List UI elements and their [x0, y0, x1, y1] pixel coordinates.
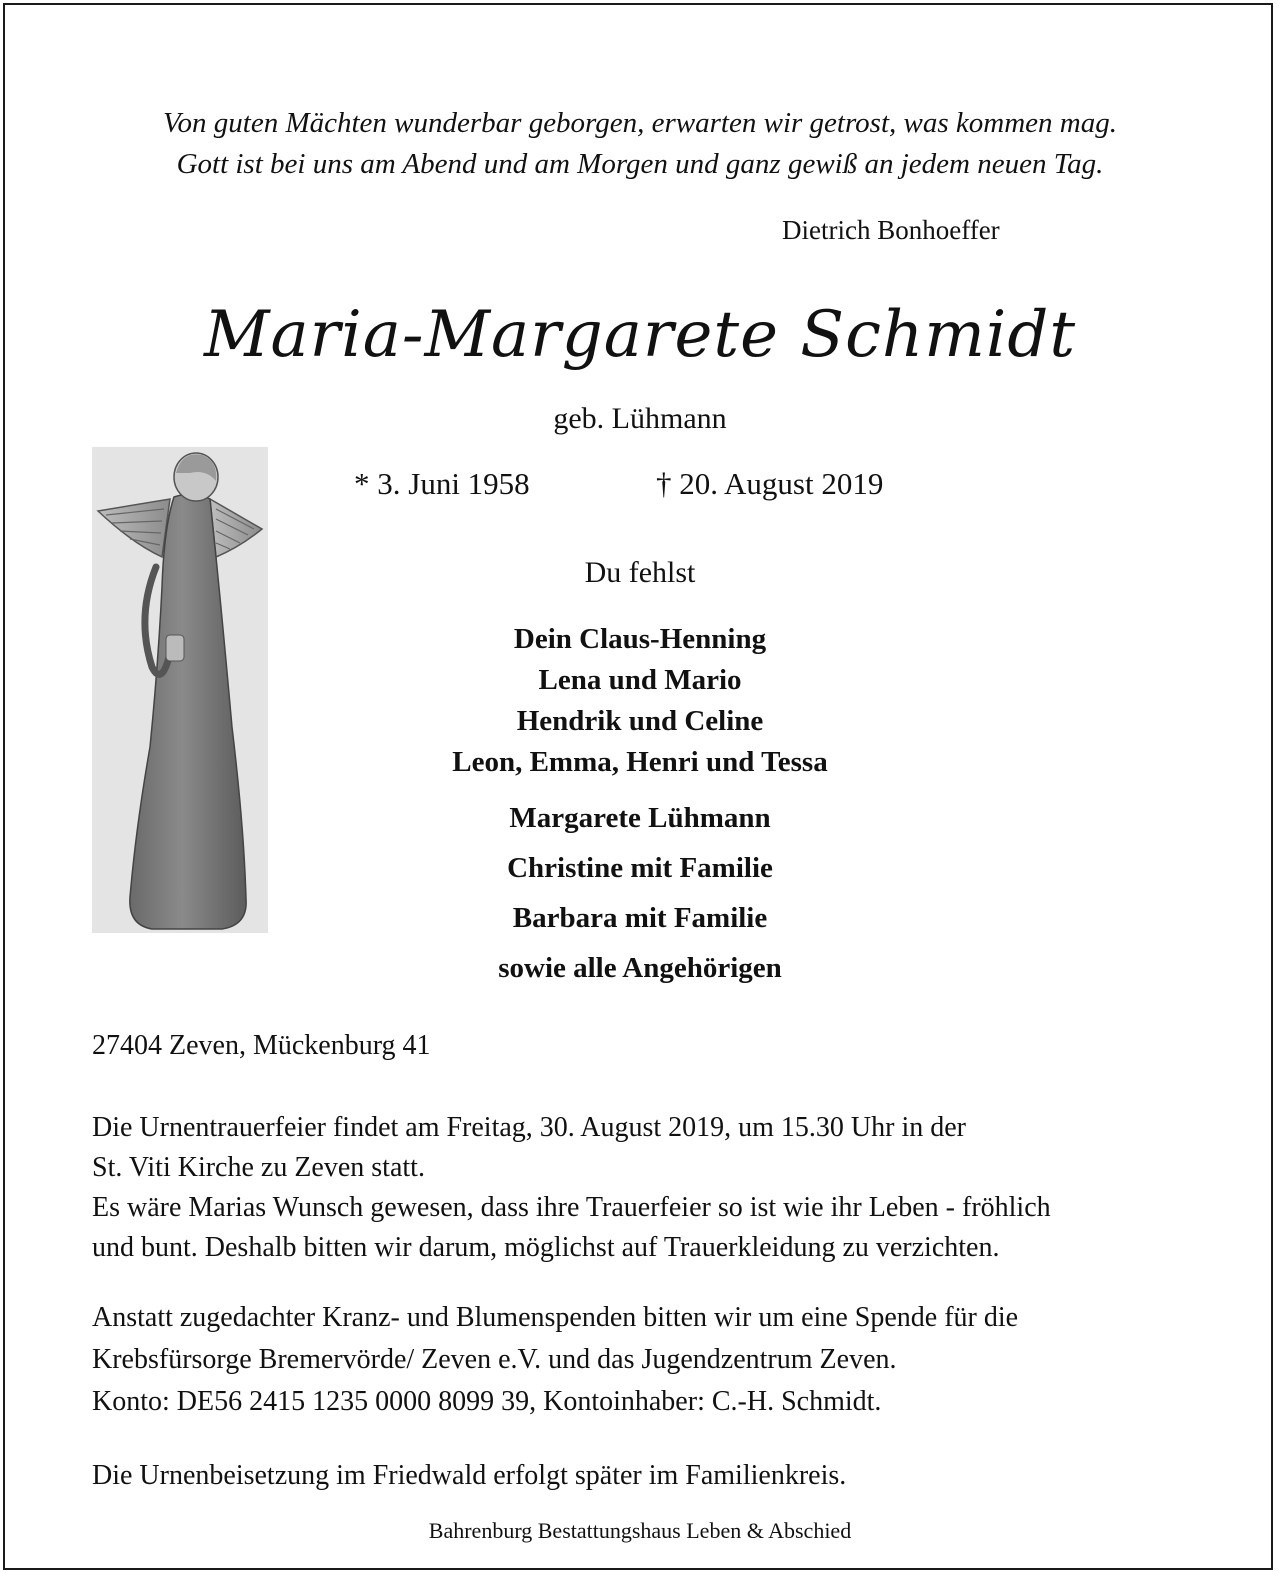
ceremony-line: St. Viti Kirche zu Zeven statt. — [92, 1152, 425, 1183]
donation-line: Konto: DE56 2415 1235 0000 8099 39, Kontoinhaber: C.-H. Schmidt. — [92, 1386, 882, 1417]
quote — [60, 103, 1220, 185]
deceased-name: Maria-Margarete Schmidt — [203, 298, 1077, 372]
family-member: Barbara mit Familie — [512, 902, 768, 934]
family-group-2 — [0, 793, 1280, 993]
funeral-home: Bahrenburg Bestattungshaus Leben & Abschied — [428, 1518, 852, 1543]
family-member: Margarete Lühmann — [509, 802, 771, 834]
quote-line-2: Gott ist bei uns am Abend und am Morgen und ganz gewiß an jedem neuen Tag. — [176, 148, 1104, 180]
family-member: sowie alle Angehörigen — [498, 952, 782, 984]
ceremony-text — [92, 1108, 1242, 1268]
donation-line: Krebsfürsorge Bremervörde/ Zeven e.V. und das Jugendzentrum Zeven. — [92, 1344, 897, 1375]
ceremony-line: Die Urnentrauerfeier findet am Freitag, 30. August 2019, um 15.30 Uhr in der — [92, 1112, 967, 1143]
family-member: Lena und Mario — [538, 664, 742, 696]
ceremony-line: und bunt. Deshalb bitten wir darum, möglichst auf Trauerkleidung zu verzichten. — [92, 1232, 1000, 1263]
family-member: Hendrik und Celine — [516, 705, 764, 737]
ceremony-line: Es wäre Marias Wunsch gewesen, dass ihre Trauerfeier so ist wie ihr Leben - fröhlich — [92, 1192, 1051, 1223]
donation-line: Anstatt zugedachter Kranz- und Blumenspenden bitten wir um eine Spende für die — [92, 1302, 1019, 1333]
donation-text — [92, 1297, 1242, 1423]
quote-line-1: Von guten Mächten wunderbar geborgen, erwarten wir getrost, was kommen mag. — [163, 107, 1117, 139]
family-member: Leon, Emma, Henri und Tessa — [452, 746, 828, 778]
address: 27404 Zeven, Mückenburg 41 — [92, 1030, 431, 1061]
born-name: geb. Lühmann — [553, 402, 727, 435]
death-date: † 20. August 2019 — [656, 466, 884, 501]
burial-text: Die Urnenbeisetzung im Friedwald erfolgt später im Familienkreis. — [92, 1460, 847, 1491]
birth-date: * 3. Juni 1958 — [354, 466, 530, 501]
family-group-1 — [0, 619, 1280, 783]
family-member: Christine mit Familie — [507, 852, 773, 884]
family-member: Dein Claus-Henning — [513, 623, 767, 655]
quote-author: Dietrich Bonhoeffer — [782, 215, 1000, 245]
message: Du fehlst — [584, 556, 696, 589]
